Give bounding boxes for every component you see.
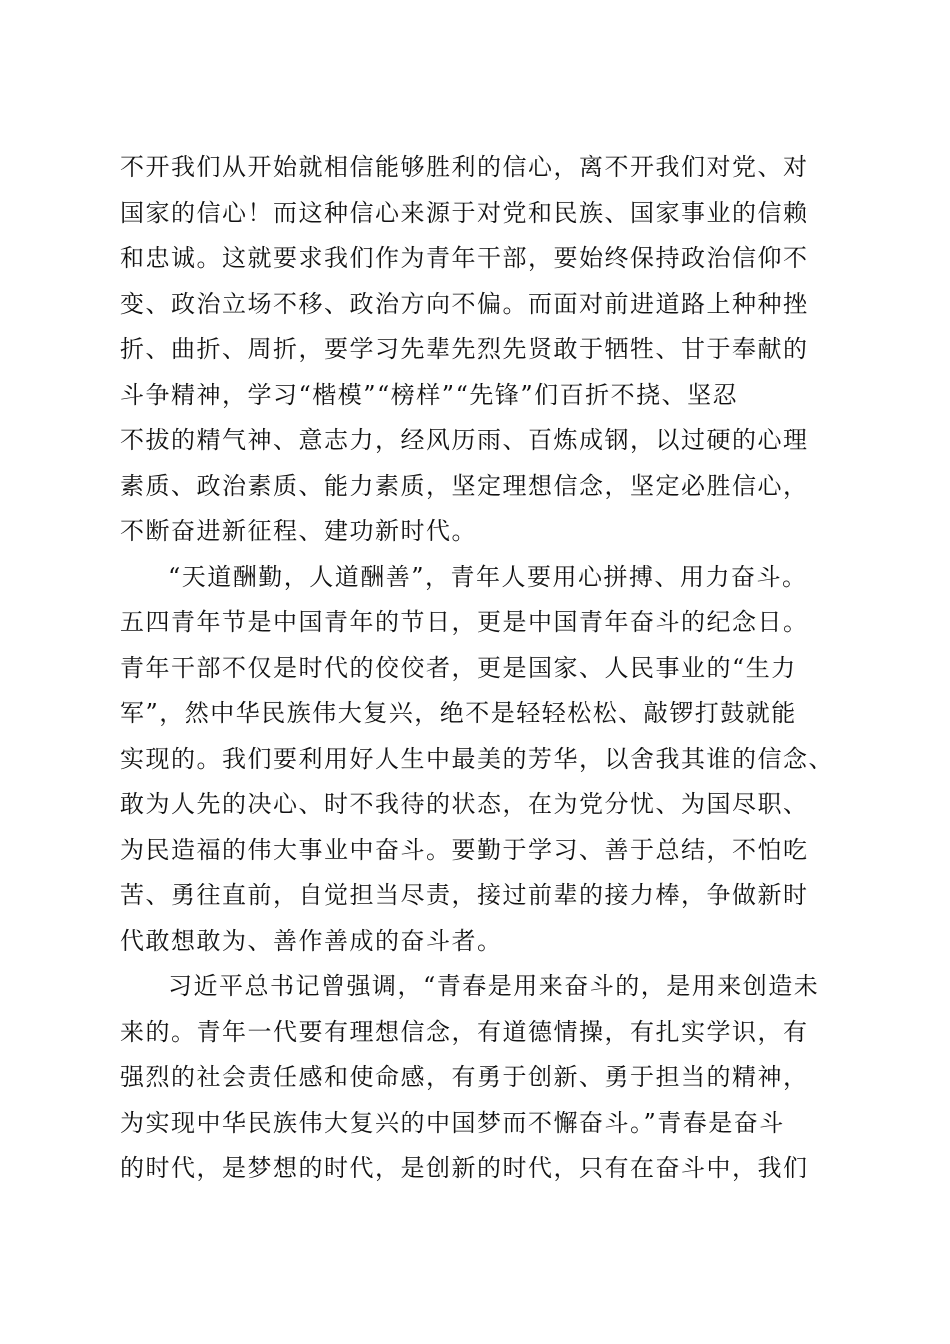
text-line: 国家的信心！而这种信心来源于对党和民族、国家事业的信赖 bbox=[120, 198, 809, 227]
body-text bbox=[120, 145, 840, 1192]
text-line: 习近平总书记曾强调，“青春是用来奋斗的，是用来创造未 bbox=[168, 972, 820, 1000]
text-line: 不开我们从开始就相信能够胜利的信心，离不开我们对党、对 bbox=[120, 153, 809, 181]
text-line: 素质、政治素质、能力素质，坚定理想信念，坚定必胜信心， bbox=[120, 471, 809, 500]
text-line: 不断奋进新征程、建功新时代。 bbox=[120, 517, 477, 545]
paragraph-2 bbox=[120, 555, 840, 965]
text-line: 苦、勇往直前，自觉担当尽责，接过前辈的接力棒，争做新时 bbox=[120, 881, 809, 909]
text-line: 来的。青年一代要有理想信念，有道德情操，有扎实学识，有 bbox=[120, 1017, 809, 1046]
paragraph-3 bbox=[120, 964, 840, 1192]
text-line: 强烈的社会责任感和使命感，有勇于创新、勇于担当的精神， bbox=[120, 1063, 809, 1091]
text-line: 和忠诚。这就要求我们作为青年干部，要始终保持政治信仰不 bbox=[120, 244, 809, 272]
text-line: 不拔的精气神、意志力，经风历雨、百炼成钢，以过硬的心理 bbox=[120, 426, 809, 454]
paragraph-1 bbox=[120, 145, 840, 555]
text-line: 斗争精神，学习“楷模”“榜样”“先锋”们百折不挠、坚忍 bbox=[120, 380, 739, 409]
text-line: 军”，然中华民族伟大复兴，绝不是轻轻松松、敲锣打鼓就能 bbox=[120, 699, 797, 727]
text-line: 敢为人先的决心、时不我待的状态，在为党分忧、为国尽职、 bbox=[120, 790, 809, 818]
text-line: 折、曲折、周折，要学习先辈先烈先贤敢于牺牲、甘于奉献的 bbox=[120, 335, 809, 363]
text-line: 青年干部不仅是时代的佼佼者，更是国家、人民事业的“生力 bbox=[120, 653, 797, 682]
text-line: 五四青年节是中国青年的节日，更是中国青年奋斗的纪念日。 bbox=[120, 608, 809, 636]
text-line: 变、政治立场不移、政治方向不偏。而面对前进道路上种种挫 bbox=[120, 289, 809, 318]
text-line: 实现的。我们要利用好人生中最美的芳华，以舍我其谁的信念、 bbox=[120, 744, 834, 773]
text-line: “天道酬勤，人道酬善”，青年人要用心拼搏、用力奋斗。 bbox=[168, 562, 808, 591]
text-line: 为民造福的伟大事业中奋斗。要勤于学习、善于总结，不怕吃 bbox=[120, 835, 809, 864]
text-line: 为实现中华民族伟大复兴的中国梦而不懈奋斗。”青春是奋斗 bbox=[120, 1108, 785, 1137]
text-line: 代敢想敢为、善作善成的奋斗者。 bbox=[120, 926, 503, 955]
text-line: 的时代，是梦想的时代，是创新的时代，只有在奋斗中，我们 bbox=[120, 1154, 809, 1182]
